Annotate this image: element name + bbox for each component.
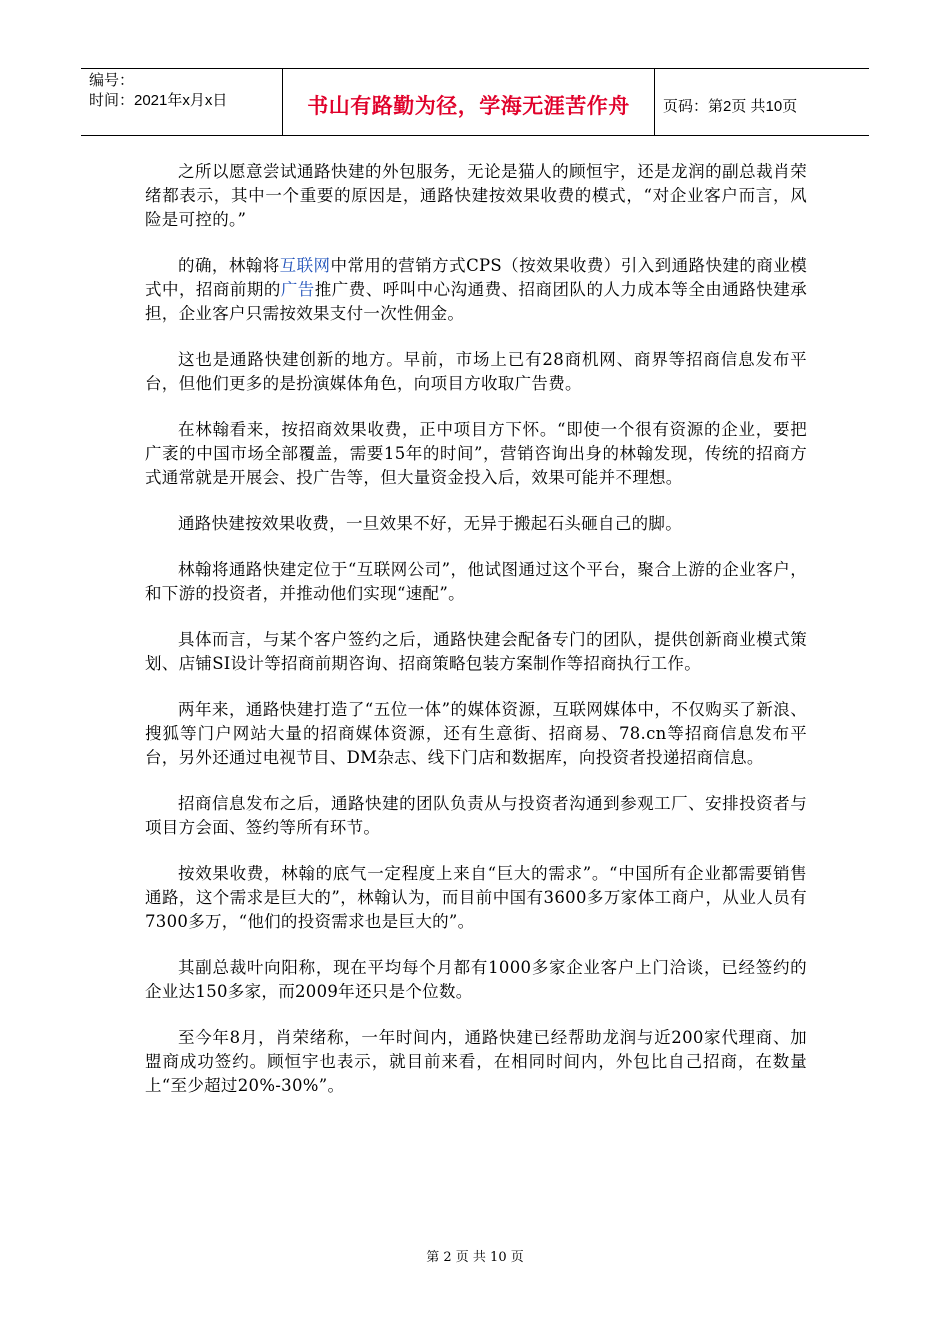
paragraph: 具体而言，与某个客户签约之后，通路快建会配备专门的团队，提供创新商业模式策划、店铺SI设计等招商前期咨询、招商策略包装方案制作等招商执行工作。 — [145, 630, 807, 673]
paragraph: 这也是通路快建创新的地方。早前，市场上已有28商机网、商界等招商信息发布平台，但他们更多的是扮演媒体角色，向项目方收取广告费。 — [145, 350, 807, 393]
header-meta — [81, 69, 283, 135]
paragraph: 的确，林翰将互联网中常用的营销方式CPS（按效果收费）引入到通路快建的商业模式中，招商前期的广告推广费、呼叫中心沟通费、招商团队的人力成本等全由通路快建承担，企业客户只需按效果支付一次性佣金。 — [145, 256, 807, 323]
article-body — [145, 160, 807, 1120]
paragraph: 两年来，通路快建打造了“五位一体”的媒体资源，互联网媒体中，不仅购买了新浪、搜狐等门户网站大量的招商媒体资源，还有生意街、招商易、78.cn等招商信息发布平台，另外还通过电视节目、DM杂志、线下门店和数据库，向投资者投递招商信息。 — [145, 700, 807, 767]
document-number-label: 编号： — [89, 72, 135, 89]
advertising-link[interactable]: 广告 — [280, 280, 315, 299]
paragraph: 至今年8月，肖荣绪称，一年时间内，通路快建已经帮助龙润与近200家代理商、加盟商成功签约。顾恒宇也表示，就目前来看，在相同时间内，外包比自己招商，在数量上“至少超过20%-30%”。 — [145, 1028, 807, 1095]
paragraph: 在林翰看来，按招商效果收费，正中项目方下怀。“即使一个很有资源的企业，要把广袤的中国市场全部覆盖，需要15年的时间”，营销咨询出身的林翰发现，传统的招商方式通常就是开展会、投广告等，但大量资金投入后，效果可能并不理想。 — [145, 420, 807, 487]
header-page-code: 页码：第2页 共10页 — [663, 97, 798, 115]
internet-link[interactable]: 互联网 — [279, 256, 331, 275]
document-time-label: 时间：2021年x月x日 — [89, 92, 228, 109]
paragraph: 按效果收费，林翰的底气一定程度上来自“巨大的需求”。“中国所有企业都需要销售通路，这个需求是巨大的”，林翰认为，而目前中国有3600多万家体工商户，从业人员有7300多万，“他们的投资需求也是巨大的”。 — [145, 864, 807, 931]
paragraph: 招商信息发布之后，通路快建的团队负责从与投资者沟通到参观工厂、安排投资者与项目方会面、签约等所有环节。 — [145, 794, 807, 837]
paragraph: 通路快建按效果收费，一旦效果不好，无异于搬起石头砸自己的脚。 — [178, 514, 682, 533]
page-header — [81, 68, 869, 136]
header-motto: 书山有路勤为径，学海无涯苦作舟 — [283, 69, 655, 135]
paragraph: 林翰将通路快建定位于“互联网公司”，他试图通过这个平台，聚合上游的企业客户，和下游的投资者，并推动他们实现“速配”。 — [145, 560, 807, 603]
page-footer: 第 2 页 共 10 页 — [426, 1250, 524, 1265]
paragraph: 其副总裁叶向阳称，现在平均每个月都有1000多家企业客户上门洽谈，已经签约的企业达150多家，而2009年还只是个位数。 — [145, 958, 807, 1001]
paragraph: 之所以愿意尝试通路快建的外包服务，无论是猫人的顾恒宇，还是龙润的副总裁肖荣绪都表示，其中一个重要的原因是，通路快建按效果收费的模式，“对企业客户而言，风险是可控的。” — [145, 162, 807, 229]
